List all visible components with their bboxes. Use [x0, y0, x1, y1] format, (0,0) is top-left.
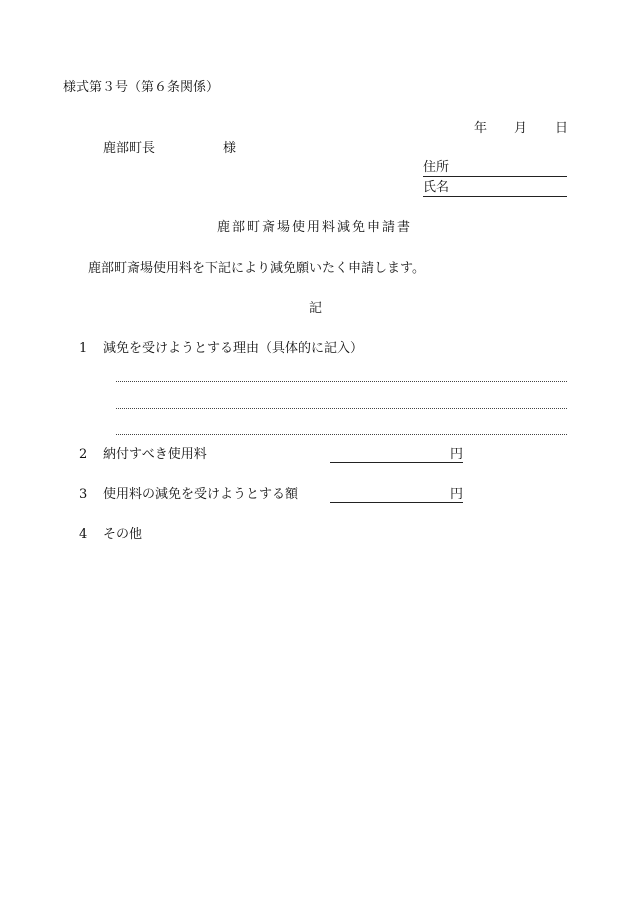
reason-line-3[interactable] [116, 434, 567, 435]
date-month-label: 月 [514, 121, 528, 136]
name-label: 氏名 [423, 180, 450, 195]
item-2-unit: 円 [450, 447, 464, 462]
item-3-unit: 円 [450, 487, 464, 502]
address-label: 住所 [423, 160, 450, 175]
request-statement: 鹿部町斎場使用料を下記により減免願いたく申請します。 [88, 261, 425, 276]
fee-amount-field[interactable] [330, 462, 463, 463]
item-4-number: 4 [79, 527, 88, 542]
date-day-label: 日 [555, 121, 569, 136]
name-field[interactable] [423, 196, 567, 197]
item-2-number: 2 [79, 447, 88, 462]
item-1-label: 減免を受けようとする理由（具体的に記入） [103, 341, 364, 356]
reason-line-2[interactable] [116, 408, 567, 409]
document-title: 鹿部町斎場使用料減免申請書 [217, 220, 413, 235]
addressee-name: 鹿部町長 [103, 141, 156, 156]
reduction-amount-field[interactable] [330, 502, 463, 503]
form-number: 様式第３号（第６条関係） [63, 80, 220, 95]
date-year-label: 年 [474, 121, 488, 136]
item-3-label: 使用料の減免を受けようとする額 [103, 487, 299, 502]
item-1-number: 1 [79, 341, 88, 356]
addressee-honorific: 様 [223, 141, 237, 156]
item-4-label: その他 [103, 527, 143, 542]
item-2-label: 納付すべき使用料 [103, 447, 207, 462]
address-field[interactable] [423, 176, 567, 177]
ki-heading: 記 [309, 301, 323, 316]
reason-line-1[interactable] [116, 381, 567, 382]
item-3-number: 3 [79, 487, 88, 502]
